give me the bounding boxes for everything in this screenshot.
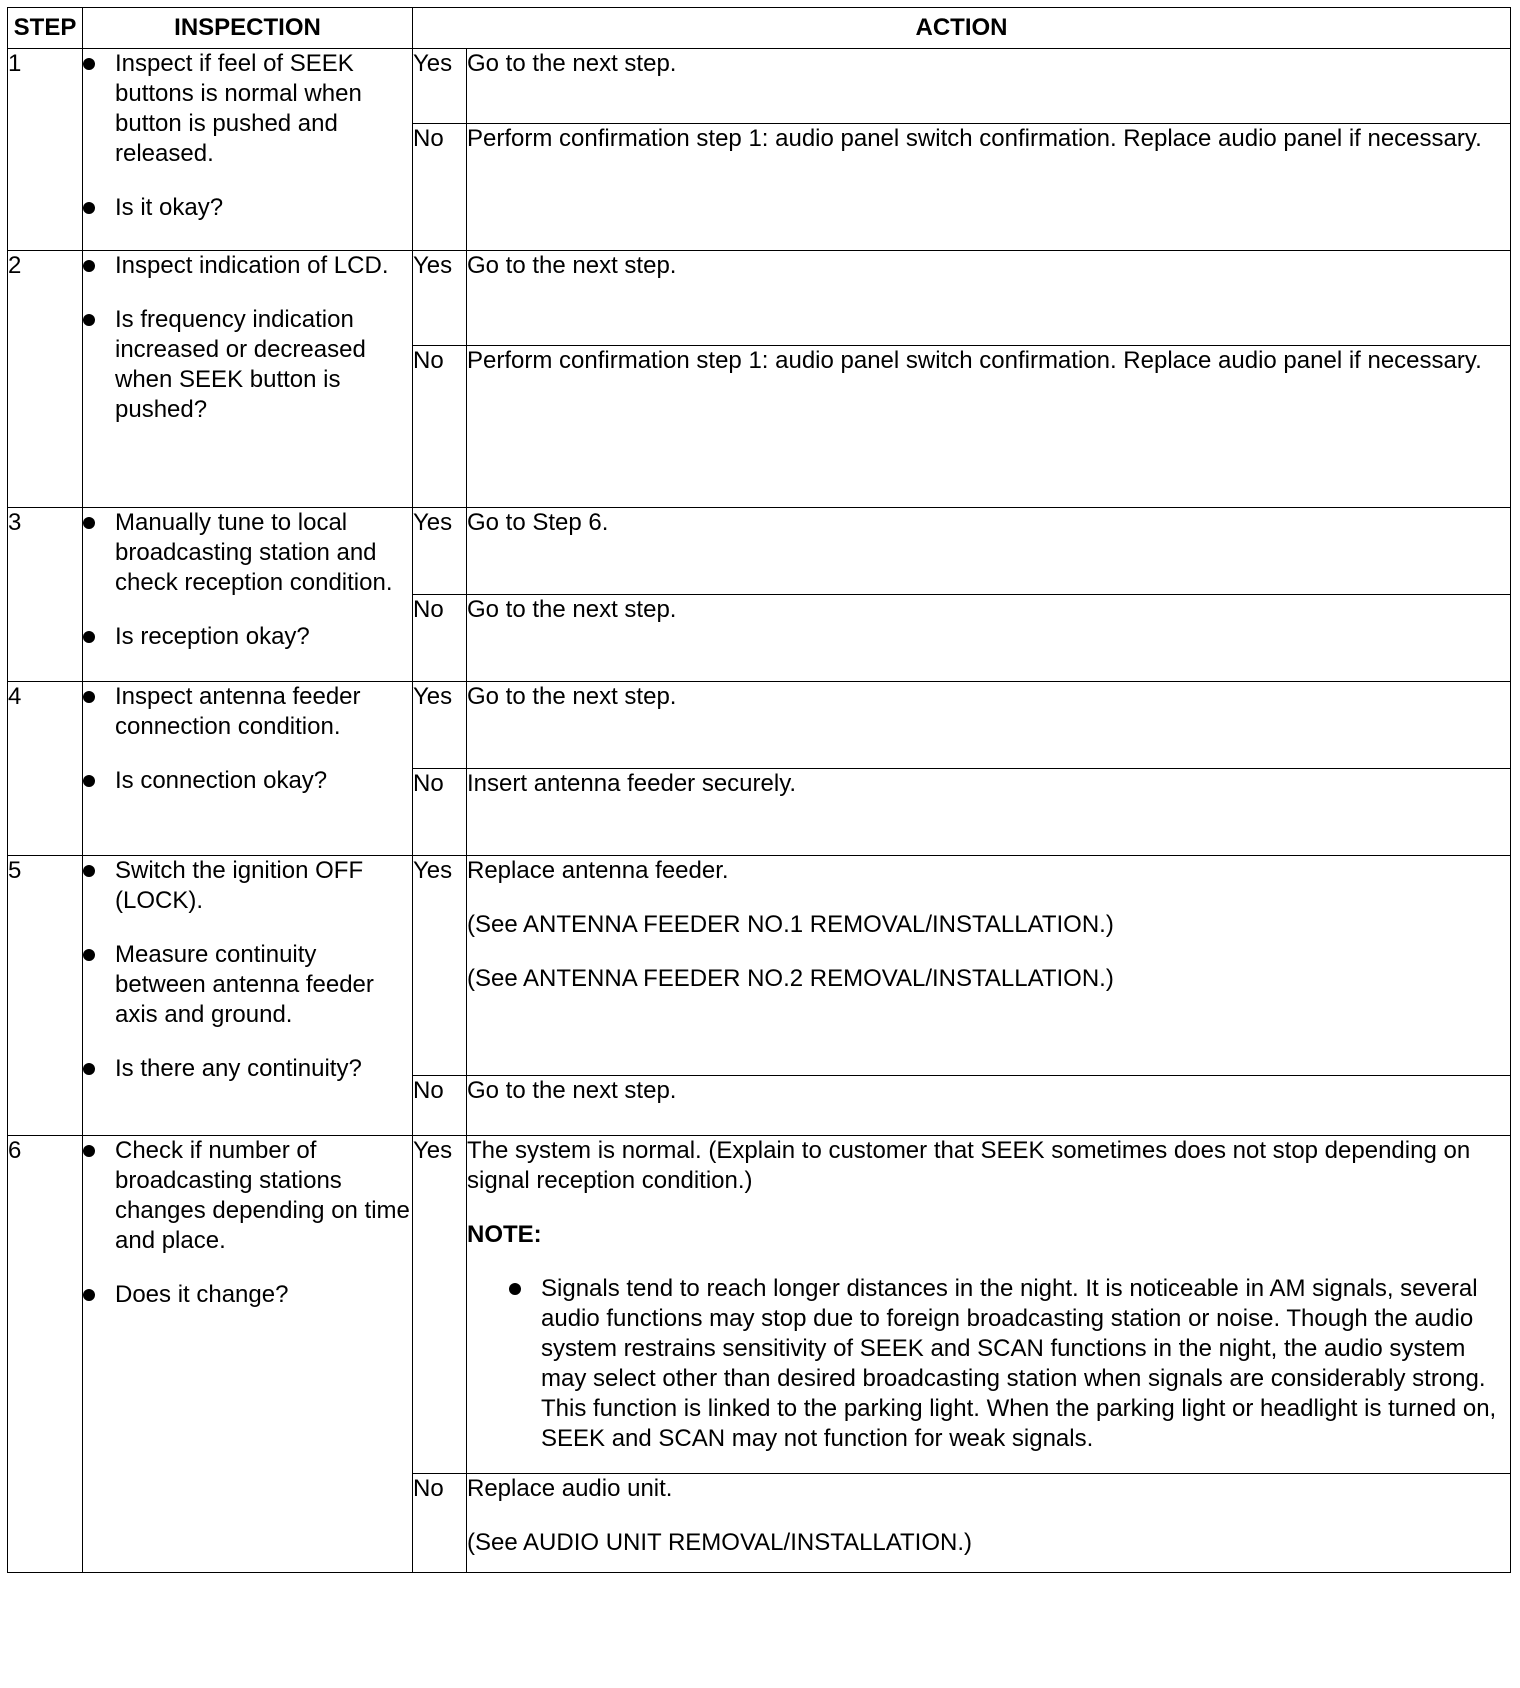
inspection-item: Measure continuity between antenna feeder axis and ground. <box>83 940 412 1030</box>
inspection-item: Does it change? <box>83 1280 412 1310</box>
no-label: No <box>413 1474 467 1573</box>
no-action <box>467 769 1511 856</box>
no-action <box>467 124 1511 251</box>
inspection-cell <box>83 856 413 1136</box>
yes-action <box>467 856 1511 1076</box>
step-number: 4 <box>8 682 83 856</box>
action-text: Go to the next step. <box>467 50 677 77</box>
step-2-yes-row <box>8 251 1511 346</box>
step-1-yes-row <box>8 49 1511 124</box>
inspection-item: Inspect antenna feeder connection condition. <box>83 682 412 742</box>
no-label: No <box>413 595 467 682</box>
step-4-yes-row <box>8 682 1511 769</box>
no-action <box>467 346 1511 508</box>
note-heading: NOTE: <box>467 1221 542 1248</box>
yes-label: Yes <box>413 251 467 346</box>
header-inspection: INSPECTION <box>83 8 413 49</box>
note-list <box>509 1274 1510 1454</box>
inspection-cell <box>83 508 413 682</box>
no-label: No <box>413 1076 467 1136</box>
reference-link-text: (See ANTENNA FEEDER NO.1 REMOVAL/INSTALLATION.) <box>467 911 1114 938</box>
inspection-item: Is connection okay? <box>83 766 412 796</box>
inspection-item: Check if number of broadcasting stations changes depending on time and place. <box>83 1136 412 1256</box>
yes-label: Yes <box>413 856 467 1076</box>
header-action: ACTION <box>413 8 1511 49</box>
action-text: The system is normal. (Explain to customer that SEEK sometimes does not stop depending on signal reception condition.) <box>467 1137 1471 1194</box>
header-step: STEP <box>8 8 83 49</box>
inspection-item: Inspect if feel of SEEK buttons is normal when button is pushed and released. <box>83 49 412 169</box>
step-number: 5 <box>8 856 83 1136</box>
step-6-yes-row <box>8 1136 1511 1474</box>
yes-action <box>467 508 1511 595</box>
inspection-cell <box>83 49 413 251</box>
no-action <box>467 1474 1511 1573</box>
inspection-item: Inspect indication of LCD. <box>83 251 412 281</box>
yes-action <box>467 49 1511 124</box>
reference-link-text: (See AUDIO UNIT REMOVAL/INSTALLATION.) <box>467 1529 972 1556</box>
yes-action <box>467 1136 1511 1474</box>
action-text: Replace audio unit. <box>467 1475 673 1502</box>
action-text: Go to the next step. <box>467 252 677 279</box>
inspection-item: Is there any continuity? <box>83 1054 412 1084</box>
action-text: Go to the next step. <box>467 683 677 710</box>
inspection-item: Manually tune to local broadcasting station and check reception condition. <box>83 508 412 598</box>
action-text: Replace antenna feeder. <box>467 857 729 884</box>
yes-label: Yes <box>413 49 467 124</box>
inspection-cell <box>83 682 413 856</box>
inspection-cell <box>83 251 413 508</box>
no-label: No <box>413 769 467 856</box>
inspection-item: Is it okay? <box>83 193 412 223</box>
inspection-item: Switch the ignition OFF (LOCK). <box>83 856 412 916</box>
action-text: Go to Step 6. <box>467 509 609 536</box>
step-3-yes-row <box>8 508 1511 595</box>
troubleshooting-table <box>7 7 1511 1573</box>
yes-label: Yes <box>413 508 467 595</box>
header-row <box>8 8 1511 49</box>
no-action <box>467 1076 1511 1136</box>
step-number: 3 <box>8 508 83 682</box>
step-number: 6 <box>8 1136 83 1573</box>
no-label: No <box>413 124 467 251</box>
action-text: Perform confirmation step 1: audio panel switch confirmation. Replace audio panel if necessary. <box>467 125 1482 152</box>
action-text: Go to the next step. <box>467 596 677 623</box>
yes-action <box>467 251 1511 346</box>
no-action <box>467 595 1511 682</box>
step-number: 1 <box>8 49 83 251</box>
reference-link-text: (See ANTENNA FEEDER NO.2 REMOVAL/INSTALLATION.) <box>467 965 1114 992</box>
inspection-cell <box>83 1136 413 1573</box>
no-label: No <box>413 346 467 508</box>
action-text: Go to the next step. <box>467 1077 677 1104</box>
action-text: Perform confirmation step 1: audio panel switch confirmation. Replace audio panel if necessary. <box>467 347 1482 374</box>
note-item: Signals tend to reach longer distances in the night. It is noticeable in AM signals, several audio functions may stop due to foreign broadcasting station or noise. Though the audio system restrains sensitivity of SEEK and SCAN functions in the night, the audio system may select other than desired broadcasting station when signals are considerably strong. This function is linked to the parking light. When the parking light or headlight is turned on, SEEK and SCAN may not function for weak signals. <box>509 1274 1510 1454</box>
inspection-item: Is frequency indication increased or decreased when SEEK button is pushed? <box>83 305 412 425</box>
step-5-yes-row <box>8 856 1511 1076</box>
yes-label: Yes <box>413 682 467 769</box>
inspection-item: Is reception okay? <box>83 622 412 652</box>
action-text: Insert antenna feeder securely. <box>467 770 797 797</box>
step-number: 2 <box>8 251 83 508</box>
yes-action <box>467 682 1511 769</box>
yes-label: Yes <box>413 1136 467 1474</box>
